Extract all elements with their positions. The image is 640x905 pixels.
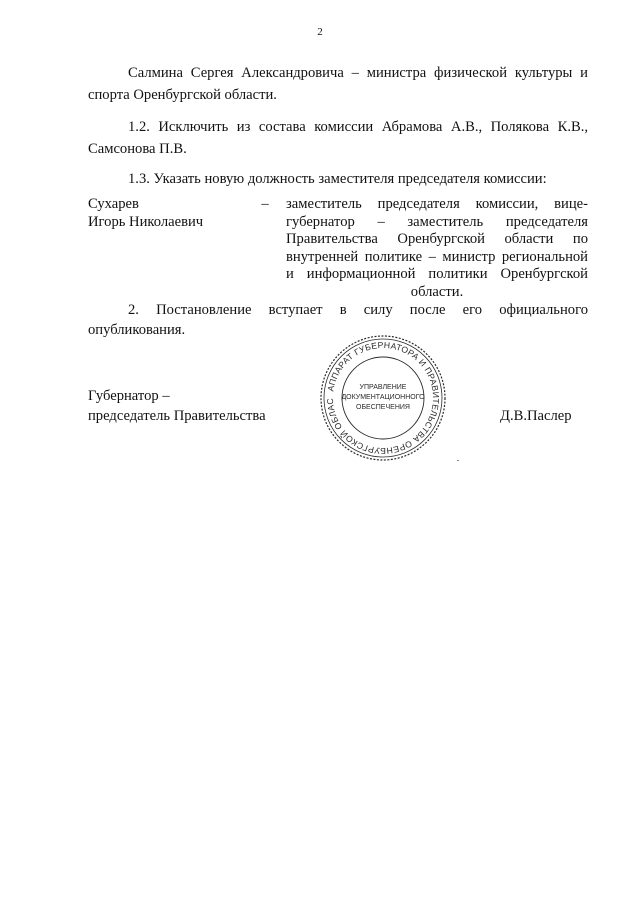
stamp-center-line1: УПРАВЛЕНИЕ [359,384,407,391]
member-name-block [88,196,258,231]
paragraph-exclude: 1.2. Исключить из состава комиссии Абрамова А.В., Полякова К.В., Самсонова П.В. [88,119,588,157]
page-number: 2 [317,26,323,38]
scan-speck [457,460,459,461]
paragraph-resolution: 2. Постановление вступает в силу после его официального опубликования. [88,302,588,338]
signatory-title [88,386,308,426]
paragraph-salmin: Салмина Сергея Александровича – министра физической культуры и спорта Оренбургской области. [88,65,588,103]
signatory-name: Д.В.Паслер [500,408,572,424]
signatory-title-line2: председатель Правительства [88,408,266,424]
member-position: заместитель председателя комиссии, вице-губернатор – заместитель председателя Правительства Оренбургской области по внутренней политике – министр региональной и информационной политики Оренбургской области. [286,196,588,300]
stamp-outer-text: АППАРАТ ГУБЕРНАТОРА И ПРАВИТЕЛЬСТВА ОРЕНБУРГСКОЙ ОБЛАС [324,339,442,457]
member-first-name: Игорь Николаевич [88,213,204,230]
member-dash: – [261,196,269,212]
stamp-center-line2: ДОКУМЕНТАЦИОННОГО [341,394,425,401]
stamp-center-line3: ОБЕСПЕЧЕНИЯ [356,404,410,411]
official-stamp [318,333,448,463]
stamp-seal-graphic [318,333,448,463]
member-surname: Сухарев [88,196,139,212]
paragraph-new-position: 1.3. Указать новую должность заместителя председателя комиссии: [128,171,547,187]
signatory-title-line1: Губернатор – [88,388,170,404]
